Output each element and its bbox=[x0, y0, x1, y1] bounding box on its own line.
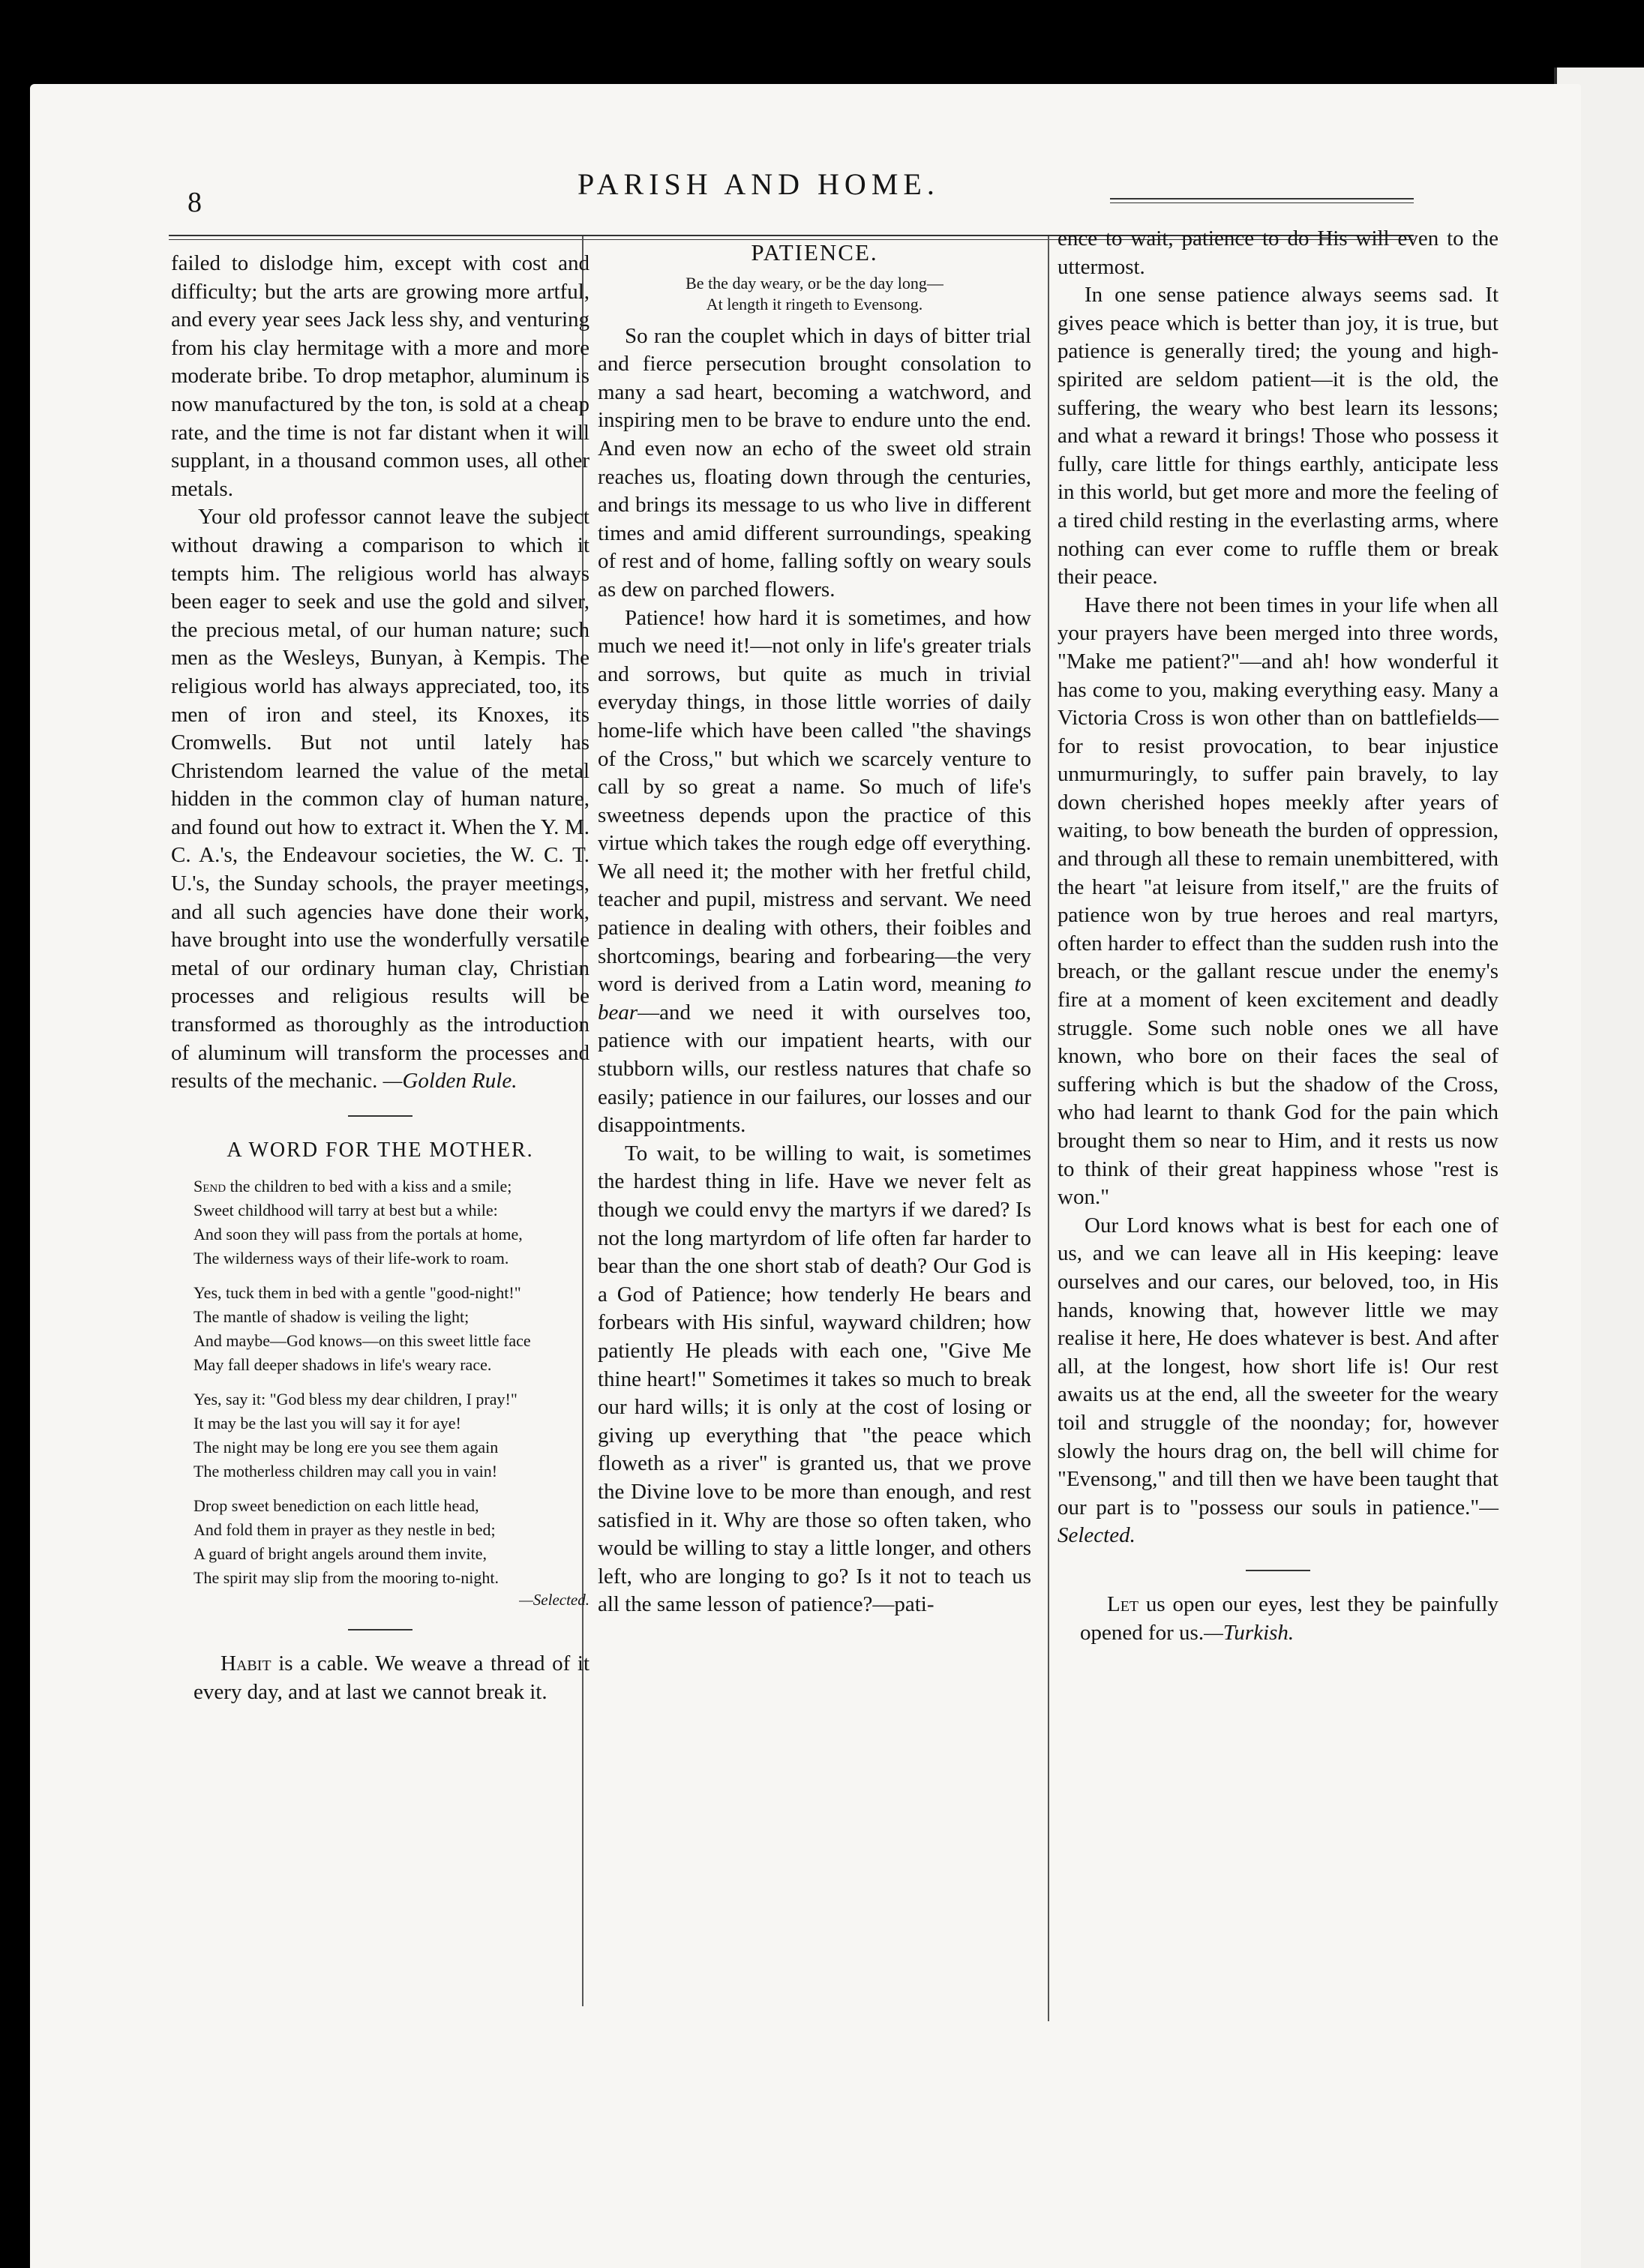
poem-stanza bbox=[194, 1281, 590, 1377]
golden-rule-source: —Golden Rule. bbox=[382, 1069, 518, 1094]
patience-paragraph-2-cont: —and we need it with ourselves too, patience with our impatient hearts, with our stubborn wills, our restless natures that chafe so easily; patience in our failures, our losses and our disappointments. bbox=[598, 1000, 1031, 1138]
poem-source: —Selected. bbox=[519, 1591, 590, 1610]
patience-paragraph-2-text: Patience! how hard it is sometimes, and how much we need it!—not only in life's greater trials and sorrows, but quite as much in trivial everyday things, in those little worries of daily home-life which have been called "the shavings of the Cross," but which we scarcely venture to call by so great a name. So much of life's sweetness depends upon the practice of this virtue which takes the rough edge off everything. We all need it; the mother with her fretful child, teacher and pupil, mistress and servant. We need patience in dealing with others, their foibles and shortcomings, bearing and forbearing—the very word is derived from a Latin word, meaning bbox=[598, 605, 1031, 997]
poem-line: A guard of bright angels around them invite, bbox=[194, 1544, 488, 1564]
poem-stanza bbox=[194, 1388, 590, 1484]
let-first-word: Let bbox=[1107, 1592, 1139, 1616]
column-3 bbox=[1058, 225, 1498, 1647]
habit-paragraph bbox=[194, 1650, 590, 1706]
poem-stanza bbox=[194, 1494, 590, 1590]
patience-continuation: ence to wait, patience to do His will even to the uttermost. bbox=[1058, 226, 1498, 279]
article-separator bbox=[348, 1629, 412, 1630]
column-divider-2 bbox=[1048, 236, 1049, 2021]
column-2 bbox=[598, 238, 1031, 1619]
poem-line: And maybe—God knows—on this sweet little face bbox=[194, 1331, 531, 1351]
poem-line: It may be the last you will say it for aye! bbox=[194, 1414, 461, 1433]
header-rule-right-thin bbox=[1110, 202, 1414, 203]
epigraph-line: At length it ringeth to Evensong. bbox=[706, 294, 923, 314]
patience-paragraph-2 bbox=[598, 604, 1031, 1140]
article-separator bbox=[1246, 1570, 1310, 1571]
aluminum-paragraph-2 bbox=[171, 503, 590, 1095]
patience-paragraph-5: Have there not been times in your life when all your prayers have been merged into three words, "Make me patient?"—and ah! how wonderful it has come to you, making everything easy. Many a Victoria Cross is won other than on battlefields—for to resist provocation, to bear injustice unmurmuringly, to suffer pain bravely, to lay down cherished hopes meekly after years of waiting, to bow beneath the burden of oppression, and through all these to remain unembittered, with the heart "at leisure from itself," are the fruits of patience won by true heroes and real martyrs, often harder to effect than the sudden rush into the breach, or the gallant rescue under the enemy's fire at a moment of keen excitement and deadly struggle. Some such noble ones we all have known, who bore on their faces the seal of suffering which is but the shadow of the Cross, who had learnt to thank God for the pain which brought them so near to Him, and it rests us now to think of their great happiness whose "rest is won." bbox=[1058, 592, 1498, 1210]
poem-line: The night may be long ere you see them again bbox=[194, 1438, 499, 1457]
epigraph-line: Be the day weary, or be the day long— bbox=[686, 273, 944, 292]
poem-line: And fold them in prayer as they nestle in bed; bbox=[194, 1520, 496, 1540]
poem-line: Yes, tuck them in bed with a gentle "good-night!" bbox=[194, 1283, 521, 1303]
patience-paragraph-3: To wait, to be willing to wait, is sometimes the hardest thing in life. Have we never felt as though we could envy the martyrs if we dared? Is not the long martyrdom of life often far harder to bear than the one short stab of death? Our God is a God of Patience; how tenderly He bears and forbears with His sinful, wayward children; how patiently He pleads with each one, "Give Me thine heart!" Sometimes it takes so much to break our hard wills; it is only at the cost of losing or giving up everything that "the peace which floweth as a river" is granted us, that we prove the Divine love to be more than enough, and rest satisfied in it. Why are those so often taken, who would be willing to stay a little longer, and others left, who are longing to go? Is it not to teach us all the same lesson of patience?—pati- bbox=[598, 1141, 1031, 1617]
poem-line: Sweet childhood will tarry at best but a while: bbox=[194, 1201, 498, 1220]
poem-title: A WORD FOR THE MOTHER. bbox=[226, 1138, 534, 1162]
poem-stanza bbox=[194, 1174, 590, 1270]
poem-line: Yes, say it: "God bless my dear children, I pray!" bbox=[194, 1390, 518, 1409]
poem-line: The mantle of shadow is veiling the light; bbox=[194, 1307, 470, 1327]
poem-line: May fall deeper shadows in life's weary race. bbox=[194, 1355, 492, 1375]
article-separator bbox=[348, 1115, 412, 1117]
header-rule-right bbox=[1110, 198, 1414, 200]
column-1 bbox=[171, 250, 590, 1707]
masthead-title: PARISH AND HOME. bbox=[578, 167, 940, 201]
turkish-proverb bbox=[1080, 1591, 1498, 1647]
patience-paragraph-6-text: Our Lord knows what is best for each one of us, and we can leave all in His keeping: leave ourselves and our cares, our beloved, too, in His hands, knowing that, however little we may realise it here, He does whatever is best. And after all, at the longest, how short life is! Our rest awaits us at the end, all the sweeter for the weary toil and struggle of the noonday; for, however slowly the hours drag on, the bell will chime for "Evensong," and till then we have been taught that our part is to "possess our souls in patience." bbox=[1058, 1213, 1498, 1520]
poem-line: The spirit may slip from the mooring to-night. bbox=[194, 1568, 499, 1588]
poem-line: The motherless children may call you in vain! bbox=[194, 1462, 498, 1481]
turkish-source: —Turkish. bbox=[1204, 1620, 1294, 1645]
poem-line: Drop sweet benediction on each little head, bbox=[194, 1496, 479, 1516]
turkish-proverb-text: us open our eyes, lest they be painfully opened for us. bbox=[1080, 1592, 1498, 1645]
poem-line: The wilderness ways of their life-work to roam. bbox=[194, 1249, 509, 1268]
poem-line: And soon they will pass from the portals at home, bbox=[194, 1225, 523, 1244]
poem-line bbox=[194, 1174, 590, 1198]
to-bear-italic: to bear bbox=[598, 972, 1031, 1024]
aluminum-paragraph-1: failed to dislodge him, except with cost and difficulty; but the arts are growing more artful, and every year sees Jack less shy, and venturing from his clay hermitage with a more and more moderate bribe. To drop metaphor, aluminum is now manufactured by the ton, is sold at a cheap rate, and the time is not far distant when it will supplant, in a thousand common uses, all other metals. bbox=[171, 251, 590, 501]
patience-paragraph-4: In one sense patience always seems sad. It gives peace which is better than joy, it is true, but patience is generally tired; the young and high-spirited are seldom patient—it is the old, the suffering, the weary who best learn its lessons; and what a reward it brings! Those who possess it fully, care little for things earthly, anticipate less in this world, but get more and more the feeling of a tired child resting in the everlasting arms, where nothing can ever come to ruffle them or break their peace. bbox=[1058, 283, 1498, 590]
selected-source: —Selected. bbox=[1058, 1495, 1498, 1548]
page-number: 8 bbox=[188, 187, 202, 218]
aluminum-paragraph-2-text: Your old professor cannot leave the subject without drawing a comparison to which it tempts him. The religious world has always been eager to seek and use the gold and silver, the precious metal, of our human nature; such men as the Wesleys, Bunyan, à Kempis. The religious world has always appreciated, too, its men of iron and steel, its Knoxes, its Cromwells. But not until lately has Christendom learned the value of the metal hidden in the common clay of human nature, and found out how to extract it. When the Y. M. C. A.'s, the Endeavour societies, the W. C. T. U.'s, the Sunday schools, the prayer meetings, and all such agencies have done their work, have brought into use the wonderfully versatile metal of our ordinary human clay, Christian processes and religious results will be transformed as thoroughly as the introduction of aluminum will transform the processes and results of the mechanic. bbox=[171, 505, 590, 1094]
poem-body bbox=[194, 1174, 590, 1610]
habit-first-word: Habit bbox=[220, 1652, 272, 1676]
patience-paragraph-1: So ran the couplet which in days of bitter trial and fierce persecution brought consolation to many a sad heart, becoming a watchword, and inspiring men to be brave to endure unto the end. And even now an echo of the sweet old strain reaches us, floating down through the centuries, and brings its message to us who live in different times and amid different surroundings, speaking of rest and of home, falling softly on weary souls as dew on parched flowers. bbox=[598, 323, 1031, 602]
patience-epigraph bbox=[598, 273, 1031, 315]
patience-paragraph-6 bbox=[1058, 1212, 1498, 1550]
poem-first-word: Send bbox=[194, 1177, 226, 1196]
poem-line-text: the children to bed with a kiss and a smile; bbox=[230, 1177, 512, 1196]
patience-title: PATIENCE. bbox=[751, 239, 878, 266]
habit-text: is a cable. We weave a thread of it every day, and at last we cannot break it. bbox=[194, 1652, 590, 1704]
